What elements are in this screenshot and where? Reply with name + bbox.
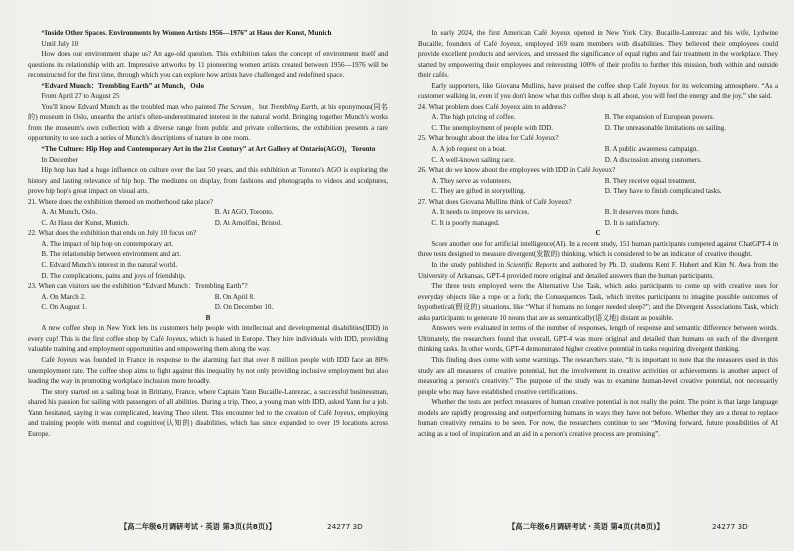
section-b-heading: B xyxy=(205,313,211,322)
left-page-footer-label: 【高二年级6月调研考试・英语 第3页(共8页)】 xyxy=(120,522,276,531)
option-d: D. At Arnolfini, Bristol. xyxy=(214,218,283,227)
option-b: B. On April 8. xyxy=(214,292,255,301)
option-a: A. It needs to improve its services. xyxy=(431,208,530,217)
exhibition-c-date: In December xyxy=(41,155,78,164)
exhibition-b-body-part: You'll know Edvard Munch as the troubled man who painted xyxy=(41,102,218,111)
question-27-options xyxy=(418,207,778,218)
question-25-options xyxy=(418,144,778,155)
left-column xyxy=(28,28,388,439)
passage-b-paragraph: In early 2024, the first American Café Joyeux opened in New York City. Bucaille-Lanrezac and his wife, Lydwine Bucaille, founders of Café Joyeux, employed 169 team members with disabilities. They believed their employees could provide excellent products and services, and stressed the significance of equal rights and fair treatment in the workplace. They started by empowering their employees and reinvesting 100% of their profits to further this mission, both within and outside their cafés. xyxy=(418,29,778,80)
question-22: 22. What does the exhibition that ends on July 10 focus on? xyxy=(28,229,197,238)
option-d: D. The unreasonable limitations on sailing. xyxy=(604,123,727,132)
option-c: C. On August 1. xyxy=(41,303,88,312)
passage-b-paragraph: The story started on a sailing boat in Brittany, France, where Captain Yann Bucaille-Lanrezac, a successful businessman, shared his passion for sailing with passengers of all abilities. During a trip, Theo, a young man with IDD, asked Yann for a job. Yann hesitated, saying it was complicated, leaving Theo silent. This encounter led to the creation of Café Joyeux, employing and training people with mental and cognitive(认知的) disabilities, which has since expanded to over 19 locations across Europe. xyxy=(28,387,388,438)
option-c: C. A well-known sailing race. xyxy=(431,155,516,164)
question-23-options xyxy=(28,292,388,303)
question-23: 23. When can visitors see the exhibition “Edvard Munch：Trembling Earth”? xyxy=(28,282,248,291)
exhibition-a-date: Until July 10 xyxy=(41,39,79,48)
question-24-options xyxy=(418,112,778,123)
passage-b-paragraph: Early supporters, like Giovana Mullins, have praised the coffee shop Café Joyeux for its welcoming atmosphere. “As a customer walking in, even if you don't know what this coffee shop is all about, you will feel the energy and the joy,” she said. xyxy=(418,81,778,101)
option-c: C. The unemployment of people with IDD. xyxy=(431,123,553,132)
passage-c-paragraph: The three tests employed were the Alternative Use Task, which asks participants to come up with creative uses for everyday objects like a rope or a fork; the Consequences Task, which invites participants to imagine possible outcomes of hypothetical(假设的) situations, like “What if humans no longer needed sleep?”; and the Divergent Associations Task, which asks participants to generate 10 nouns that are as semantically(语义地) distant as possible. xyxy=(418,282,778,322)
question-25-options xyxy=(418,155,778,166)
question-26-options xyxy=(418,186,778,197)
exhibition-b-body-part: , at his eponymous(同名的) museum in Oslo, unearths the artist's often-underestimated interest in the natural world. Bringing together Munch's works from the museum's own collection with a diverse range from public and private collections, the exhibition presents a rare opportunity to see such a series of Munch's descriptions of nature in one room. xyxy=(28,102,388,143)
question-21: 21. Where does the exhibition themed on motherhood take place? xyxy=(28,197,213,206)
right-page-footer-code: 24277 3D xyxy=(712,522,748,531)
question-23-options xyxy=(28,302,388,313)
option-d: D. A discussion among customers. xyxy=(604,155,702,164)
option-c: C. They are gifted in storytelling. xyxy=(431,187,526,196)
question-25: 25. What brought about the idea for Café Joyeux? xyxy=(418,134,559,143)
exhibition-c-body: Hip hop has had a huge influence on culture over the last 50 years, and this exhibition at Toronto's AGO is exploring the history and lasting relevance of hip hop. The mediums on display, from fashions and photographs to videos and sculptures, prove hip hop's great impact on visual arts. xyxy=(28,166,388,196)
question-27-options xyxy=(418,218,778,229)
artwork-title: The Scream xyxy=(217,102,252,111)
exhibition-b-title: “Edvard Munch：Trembling Earth” at Munch，Oslo xyxy=(41,81,205,90)
option-a: A. The impact of hip hop on contemporary art. xyxy=(41,239,174,248)
option-c: C. At Haus der Kunst, Munich. xyxy=(41,218,130,227)
option-d: D. The complications, pains and joys of friendship. xyxy=(41,271,186,280)
passage-b-paragraph: A new coffee shop in New York lets its customers help people with intellectual and developmental disabilities(IDD) in every cup! This is the first coffee shop by Café Joyeux, which is based in Europe. They hire individuals with IDD, providing valuable training and employment opportunities and empowering them along the way. xyxy=(28,324,388,354)
passage-c-paragraph xyxy=(418,260,778,281)
option-b: B. At AGO, Toronto. xyxy=(214,208,274,217)
option-b: B. They receive equal treatment. xyxy=(604,176,697,185)
exhibition-b-body-part: ，but xyxy=(251,102,271,111)
question-26-options xyxy=(418,176,778,187)
option-d: D. It is satisfactory. xyxy=(604,218,660,227)
right-page-footer-label: 【高二年级6月调研考试・英语 第4页(共8页)】 xyxy=(508,522,664,531)
section-c-heading: C xyxy=(595,229,601,238)
question-21-options xyxy=(28,207,388,218)
artwork-title: Trembling Earth xyxy=(270,102,318,111)
exhibition-b-body xyxy=(28,102,388,144)
exhibition-b-date: From April 27 to August 25 xyxy=(41,92,120,101)
passage-c-paragraph-part: and authored by Ph. D. students Kent F. Hubert and Kim N. Awa from the University of Arkansas, GPT-4 provided more original and detailed answers than the human participants. xyxy=(418,261,779,280)
option-c: C. It is poorly managed. xyxy=(431,218,500,227)
passage-c-paragraph: Score another one for artificial intelligence(AI). In a recent study, 151 human participants competed against ChatGPT-4 in three tests designed to measure divergent(发散的) thinking, which is considered to be an indicator of creative thought. xyxy=(418,239,778,259)
option-b: B. A public awareness campaign. xyxy=(604,145,699,154)
option-a: A. On March 2. xyxy=(41,292,86,301)
passage-c-paragraph: Whether the tests are perfect measures of human creative potential is not really the point. The point is that large language models are rapidly progressing and outperforming humans in ways they have not before. Whether they are a threat to replace human creativity remains to be seen. For now, the researchers continue to see “Moving forward, future possibilities of AI acting as a tool of inspiration and an aid in a person's creative process are promising”. xyxy=(418,398,778,438)
option-a: A. The high pricing of coffee. xyxy=(431,113,516,122)
passage-b-paragraph: Café Joyeux was founded in France in response to the alarming fact that over 8 million people with IDD face an 80% unemployment rate. The coffee shop aims to fight against this inequality by not only providing inclusive employment but also leading the way in promoting workplace inclusion more broadly. xyxy=(28,355,388,386)
question-24-options xyxy=(418,123,778,134)
right-column xyxy=(418,28,778,439)
option-b: B. It deserves more funds. xyxy=(604,208,679,217)
passage-c-paragraph: This finding does come with some warnings. The researchers state, “It is important to note that the measures used in this study are all measures of creative potential, but the involvement in creative activities or achievements is another aspect of measuring a person's creativity.” The purpose of the study was to examine human-level creative potential, not necessarily people who may have established creative certifications. xyxy=(418,355,778,396)
option-a: A. They serve as volunteers. xyxy=(431,176,512,185)
option-d: D. On December 10. xyxy=(214,303,274,312)
question-27: 27. What does Giovana Mullins think of Café Joyeux? xyxy=(418,197,572,206)
option-b: B. The relationship between environment and art. xyxy=(41,250,181,259)
journal-title: Scientific Reports xyxy=(506,261,558,270)
passage-c-paragraph: Answers were evaluated in terms of the number of responses, length of response and semantic difference between words. Ultimately, the researchers found that overall, GPT-4 was more original and detailed than humans on each of the divergent thinking tasks. In other words, GPT-4 demonstrated higher creative potential in tasks requiring divergent thinking. xyxy=(418,324,778,354)
left-page-footer-code: 24277 3D xyxy=(327,522,363,531)
question-21-options xyxy=(28,218,388,229)
question-26: 26. What do we know about the employees with IDD in Café Joyeux? xyxy=(418,166,616,175)
option-c: C. Edvard Munch's interest in the natural world. xyxy=(41,261,178,270)
option-a: A. At Munch, Oslo. xyxy=(41,208,97,217)
question-24: 24. What problem does Café Joyeux aim to address? xyxy=(418,102,567,111)
option-d: D. They have to finish complicated tasks. xyxy=(604,187,722,196)
passage-c-paragraph-part: In the study published in xyxy=(431,261,507,270)
exhibition-a-body: How does our environment shape us? An age-old question. This exhibition takes the concept of environment itself and questions its relationship with art. Impressive artworks by 11 pioneering women artists created between 1956—1976 will be reconstructed for the first time, through which you can explore how artists have challenged and redefined space. xyxy=(28,50,388,80)
option-a: A. A job request on a boat. xyxy=(431,145,507,154)
exhibition-a-title: “Inside Other Spaces. Environments by Women Artists 1956—1976” at Haus der Kunst, Munich xyxy=(41,29,332,37)
option-b: B. The expansion of European powers. xyxy=(604,113,715,122)
exhibition-c-title: “The Culture: Hip Hop and Contemporary Art in the 21st Century” at Art Gallery of Ontario(AGO)，Toronto xyxy=(41,145,376,154)
